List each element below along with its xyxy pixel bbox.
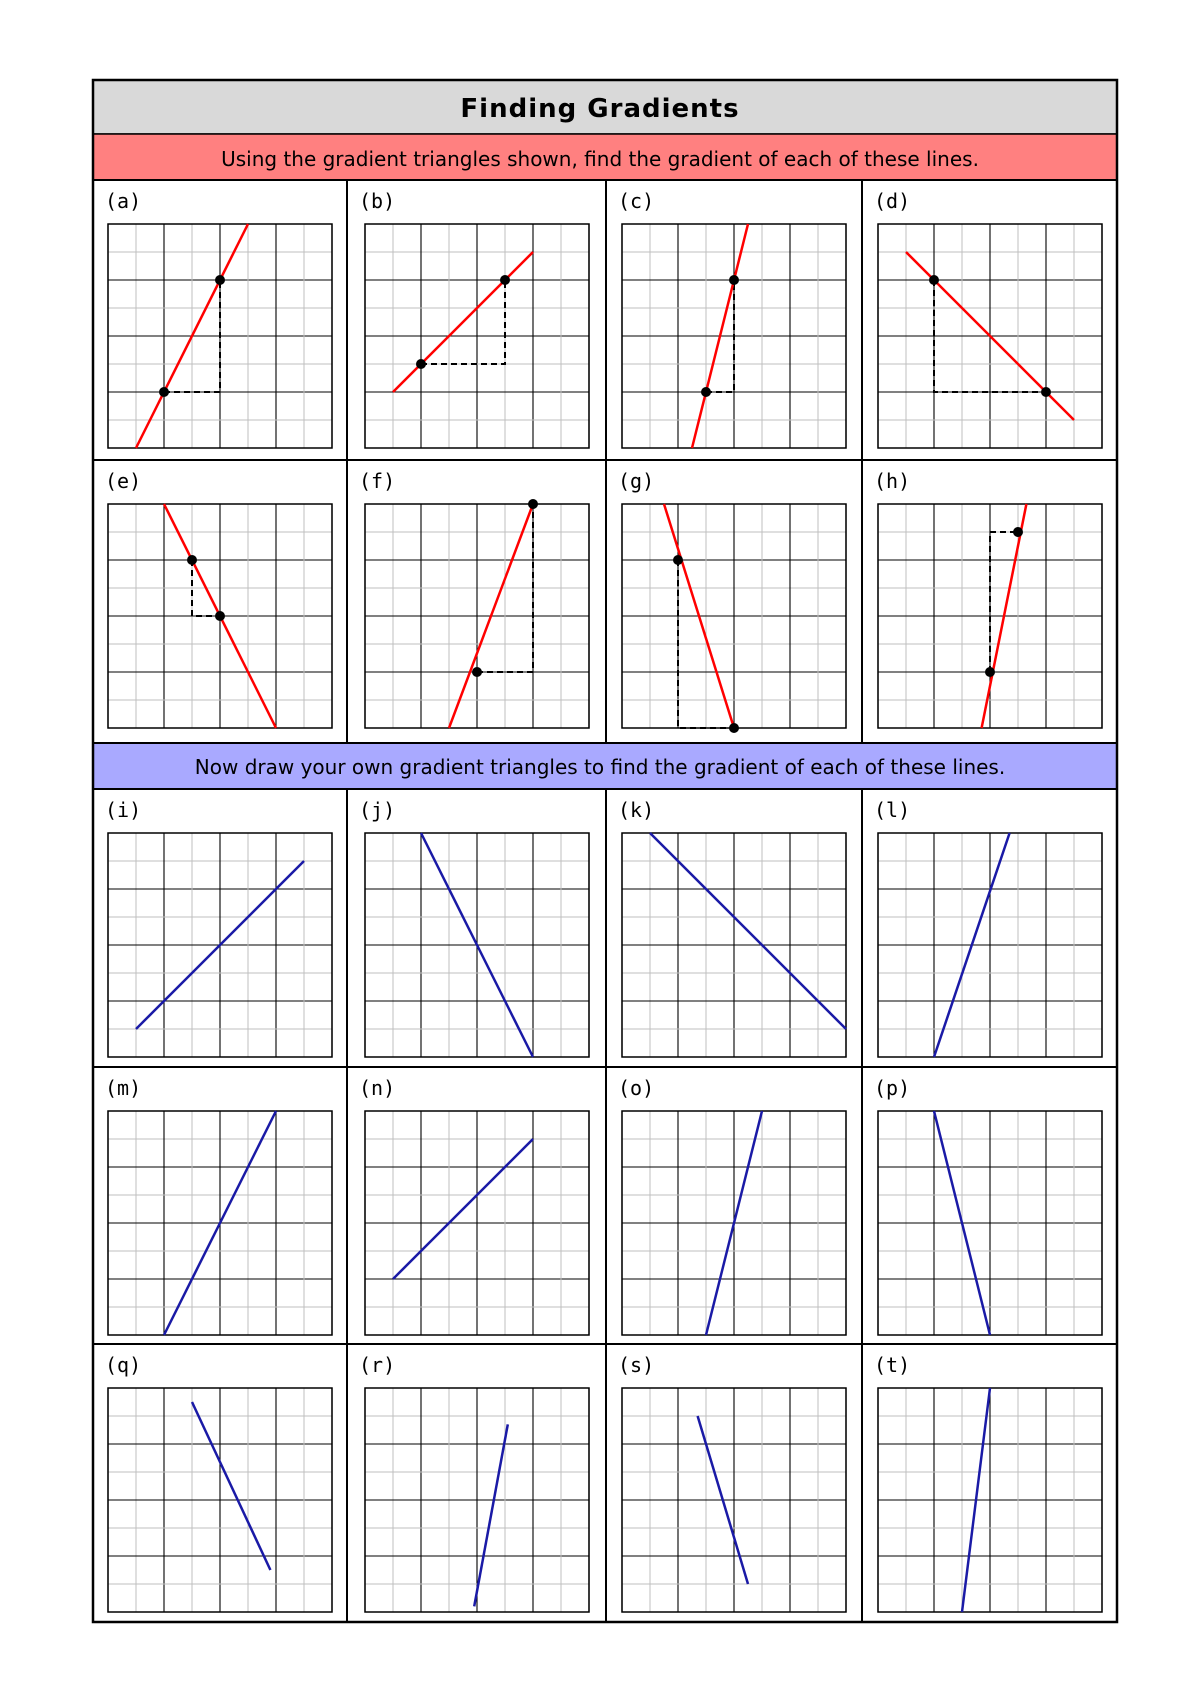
panel-label: (j)	[359, 798, 396, 822]
panel-label: (r)	[359, 1353, 396, 1377]
line-point	[215, 611, 225, 621]
panel-label: (p)	[874, 1076, 911, 1100]
section1-instruction: Using the gradient triangles shown, find the gradient of each of these lines.	[221, 147, 979, 171]
panel-c	[606, 180, 862, 460]
panel-a	[93, 180, 347, 460]
panel-g	[606, 460, 862, 743]
line-point	[929, 275, 939, 285]
grid	[622, 833, 846, 1057]
panel-t	[862, 1344, 1117, 1622]
panel-m	[93, 1067, 347, 1344]
panel-label: (n)	[359, 1076, 396, 1100]
panel-o	[606, 1067, 862, 1344]
panel-label: (o)	[618, 1076, 655, 1100]
panel-p	[862, 1067, 1117, 1344]
panel-label: (i)	[105, 798, 142, 822]
line-point	[472, 667, 482, 677]
gradient-triangle	[990, 532, 1018, 672]
line-point	[701, 387, 711, 397]
panel-label: (s)	[618, 1353, 655, 1377]
panel-label: (a)	[105, 189, 142, 213]
panel-n	[347, 1067, 606, 1344]
line-point	[985, 667, 995, 677]
line-point	[729, 275, 739, 285]
panel-label: (m)	[105, 1076, 142, 1100]
grid	[622, 1388, 846, 1612]
panel-label: (k)	[618, 798, 655, 822]
line-point	[673, 555, 683, 565]
grid	[878, 1111, 1102, 1335]
grid	[365, 1111, 589, 1335]
grid	[878, 833, 1102, 1057]
panel-i	[93, 789, 347, 1067]
line-point	[729, 723, 739, 733]
gradient-line	[393, 252, 533, 392]
line-point	[416, 359, 426, 369]
section2-instruction: Now draw your own gradient triangles to find the gradient of each of these lines.	[194, 755, 1006, 779]
panel-q	[93, 1344, 347, 1622]
panel-s	[606, 1344, 862, 1622]
panel-label: (g)	[618, 469, 655, 493]
panel-b	[347, 180, 606, 460]
panel-label: (h)	[874, 469, 911, 493]
line-point	[1041, 387, 1051, 397]
grid	[365, 1388, 589, 1612]
line-point	[1013, 527, 1023, 537]
panel-label: (e)	[105, 469, 142, 493]
gradient-line	[474, 1424, 508, 1606]
panel-label: (b)	[359, 189, 396, 213]
grid	[622, 504, 846, 728]
line-point	[187, 555, 197, 565]
grid	[365, 224, 589, 448]
grid	[878, 1388, 1102, 1612]
panel-k	[606, 789, 862, 1067]
line-point	[500, 275, 510, 285]
grid	[108, 1388, 332, 1612]
line-point	[159, 387, 169, 397]
panel-j	[347, 789, 606, 1067]
gradient-line	[393, 1139, 533, 1279]
panel-label: (f)	[359, 469, 396, 493]
panel-label: (l)	[874, 798, 911, 822]
panel-label: (d)	[874, 189, 911, 213]
line-point	[528, 499, 538, 509]
line-point	[215, 275, 225, 285]
panel-label: (c)	[618, 189, 655, 213]
panel-e	[93, 460, 347, 743]
panel-f	[347, 460, 606, 743]
panel-d	[862, 180, 1117, 460]
gradient-line	[192, 1402, 270, 1570]
grid	[365, 504, 589, 728]
page-title: Finding Gradients	[460, 94, 740, 124]
panel-label: (t)	[874, 1353, 911, 1377]
panel-l	[862, 789, 1117, 1067]
gradient-line	[650, 833, 846, 1029]
panel-h	[862, 460, 1117, 743]
panel-r	[347, 1344, 606, 1622]
panel-label: (q)	[105, 1353, 142, 1377]
